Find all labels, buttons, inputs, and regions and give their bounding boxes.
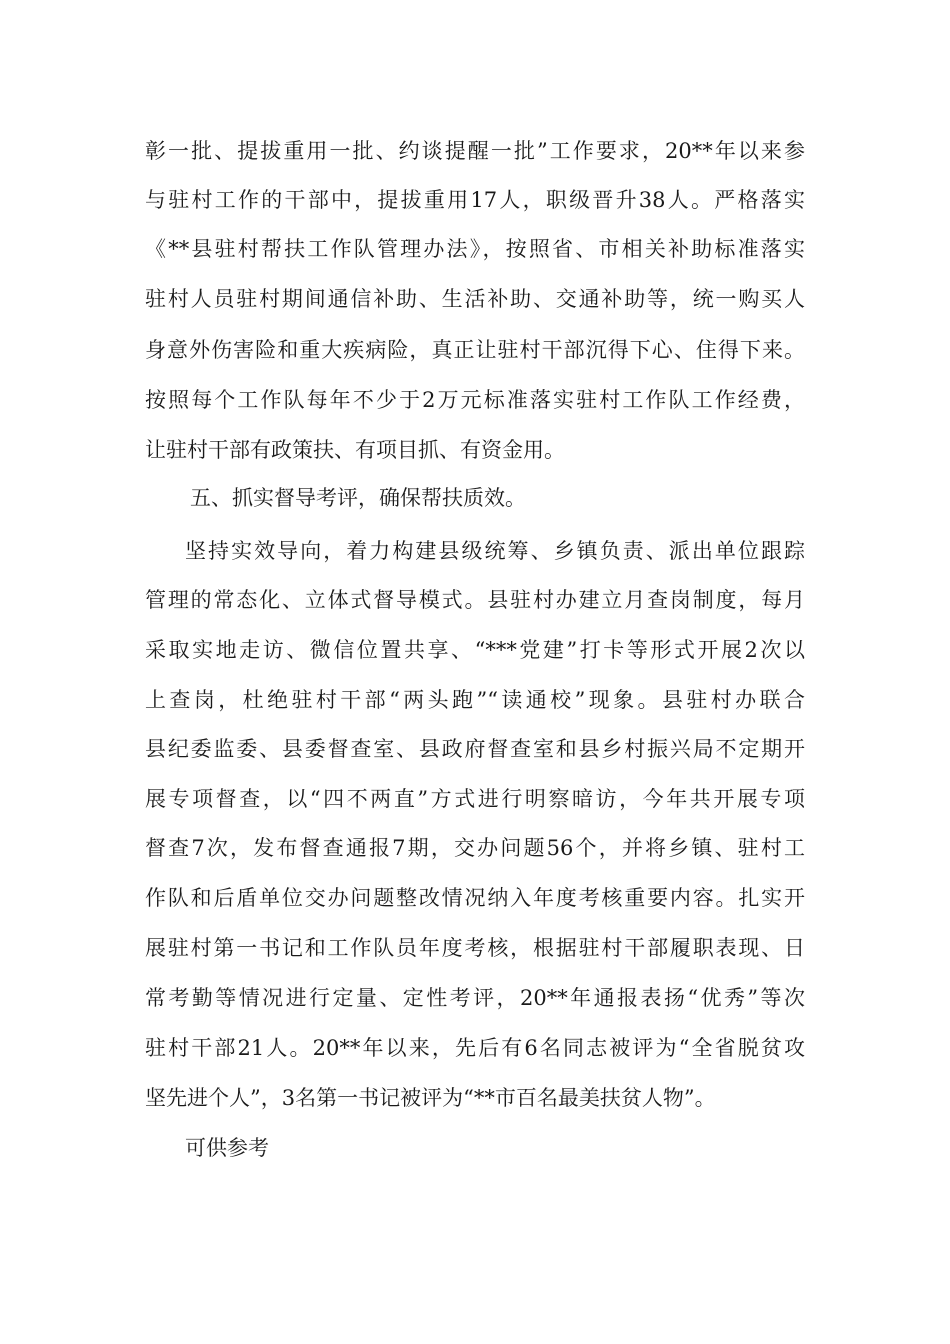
paragraph-line: 作队和后盾单位交办问题整改情况纳入年度考核重要内容。扎实开 xyxy=(145,886,805,910)
paragraph-line: 《**县驻村帮扶工作队管理办法》，按照省、市相关补助标准落实 xyxy=(145,237,805,261)
paragraph-line: 展专项督查，以“四不两直”方式进行明察暗访，今年共开展专项 xyxy=(145,787,805,811)
section-heading: 五、抓实督导考评，确保帮扶质效。 xyxy=(190,486,526,510)
paragraph-line: 坚先进个人”，3名第一书记被评为“**市百名最美扶贫人物”。 xyxy=(145,1086,716,1110)
paragraph-line: 让驻村干部有政策扶、有项目抓、有资金用。 xyxy=(145,438,565,462)
paragraph-line: 上查岗，杜绝驻村干部“两头跑”“读通校”现象。县驻村办联合 xyxy=(145,688,805,712)
paragraph-line: 身意外伤害险和重大疾病险，真正让驻村干部沉得下心、住得下来。 xyxy=(145,338,805,362)
paragraph-line: 驻村人员驻村期间通信补助、生活补助、交通补助等，统一购买人 xyxy=(145,287,805,311)
paragraph-line: 督查7次，发布督查通报7期，交办问题56个，并将乡镇、驻村工 xyxy=(145,836,805,860)
paragraph-line: 驻村干部21人。20**年以来，先后有6名同志被评为“全省脱贫攻 xyxy=(145,1036,805,1060)
paragraph-line: 县纪委监委、县委督查室、县政府督查室和县乡村振兴局不定期开 xyxy=(145,737,805,761)
paragraph-line: 坚持实效导向，着力构建县级统筹、乡镇负责、派出单位跟踪 xyxy=(185,539,805,563)
paragraph-line: 管理的常态化、立体式督导模式。县驻村办建立月查岗制度，每月 xyxy=(145,588,805,612)
closing-text: 可供参考 xyxy=(185,1136,269,1160)
paragraph-line: 与驻村工作的干部中，提拔重用17人，职级晋升38人。严格落实 xyxy=(145,188,805,212)
paragraph-line: 展驻村第一书记和工作队员年度考核，根据驻村干部履职表现、日 xyxy=(145,936,805,960)
paragraph-line: 采取实地走访、微信位置共享、“***党建”打卡等形式开展2次以 xyxy=(145,638,805,662)
paragraph-line: 彰一批、提拔重用一批、约谈提醒一批”工作要求，20**年以来参 xyxy=(145,139,805,163)
paragraph-line: 按照每个工作队每年不少于2万元标准落实驻村工作队工作经费， xyxy=(145,388,805,412)
paragraph-line: 常考勤等情况进行定量、定性考评，20**年通报表扬“优秀”等次 xyxy=(145,986,805,1010)
